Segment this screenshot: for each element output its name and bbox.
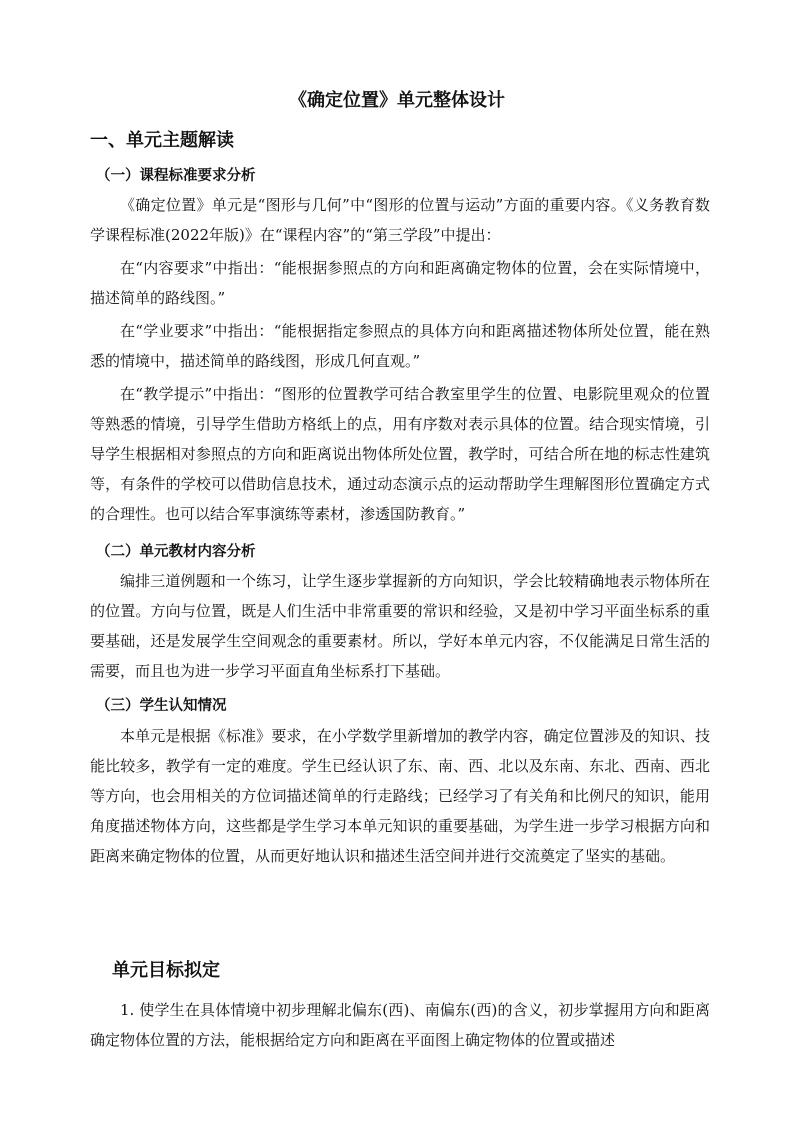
paragraph-student-cognition: 本单元是根据《标准》要求，在小学数学里新增加的教学内容，确定位置涉及的知识、技能比较多，教学有一定的难度。学生已经认识了东、南、西、北以及东南、东北、西南、西北等方向，也会用相关的方位词描述简单的行走路线；已经学习了有关角和比例尺的知识，能用角度描述物体方向，这些都是学生学习本单元知识的重要基础，为学生进一步学习根据方向和距离来确定物体的位置，从而更好地认识和描述生活空间并进行交流奠定了坚实的基础。	[90, 727, 710, 865]
paragraph-academic-requirement: 在“学业要求”中指出：“能根据指定参照点的具体方向和距离描述物体所处位置，能在熟悉的情境中，描述简单的路线图，形成几何直观。”	[90, 322, 710, 370]
paragraph-teaching-hint: 在“教学提示”中指出：“图形的位置教学可结合教室里学生的位置、电影院里观众的位置等熟悉的情境，引导学生借助方格纸上的点，用有序数对表示具体的位置。结合现实情境，引导学生根据相对参照点的方向和距离说出物体所处位置，教学时，可结合所在地的标志性建筑等，有条件的学校可以借助信息技术，通过动态演示点的运动帮助学生理解图形位置确定方式的合理性。也可以结合军事演练等素材，渗透国防教育。”	[90, 385, 710, 523]
paragraph-content-analysis: 编排三道例题和一个练习，让学生逐步掌握新的方向知识，学会比较精确地表示物体所在的位置。方向与位置，既是人们生活中非常重要的常识和经验，又是初中学习平面坐标系的重要基础，还是发展学生空间观念的重要素材。所以，学好本单元内容，不仅能满足日常生活的需要，而且也为进一步学习平面直角坐标系打下基础。	[90, 572, 710, 680]
paragraph-unit-goal-1: 1. 使学生在具体情境中初步理解北偏东(西)、南偏东(西)的含义，初步掌握用方向和距离确定物体位置的方法，能根据给定方向和距离在平面图上确定物体的位置或描述	[90, 1001, 710, 1049]
section-heading-2: 单元目标拟定	[112, 960, 220, 981]
section-heading-1: 一、单元主题解读	[90, 130, 234, 151]
paragraph-standard-intro: 《确定位置》单元是“图形与几何”中“图形的位置与运动”方面的重要内容。《义务教育数学课程标准(2022年版)》在“课程内容”的“第三学段”中提出：	[90, 196, 710, 244]
subsection-heading-1: （一）课程标准要求分析	[96, 168, 256, 184]
subsection-heading-2: （二）单元教材内容分析	[96, 544, 256, 560]
subsection-heading-3: （三）学生认知情况	[96, 698, 227, 714]
paragraph-content-requirement: 在“内容要求”中指出：“能根据参照点的方向和距离确定物体的位置，会在实际情境中，描述简单的路线图。”	[90, 259, 710, 307]
document-title: 《确定位置》单元整体设计	[289, 90, 505, 111]
